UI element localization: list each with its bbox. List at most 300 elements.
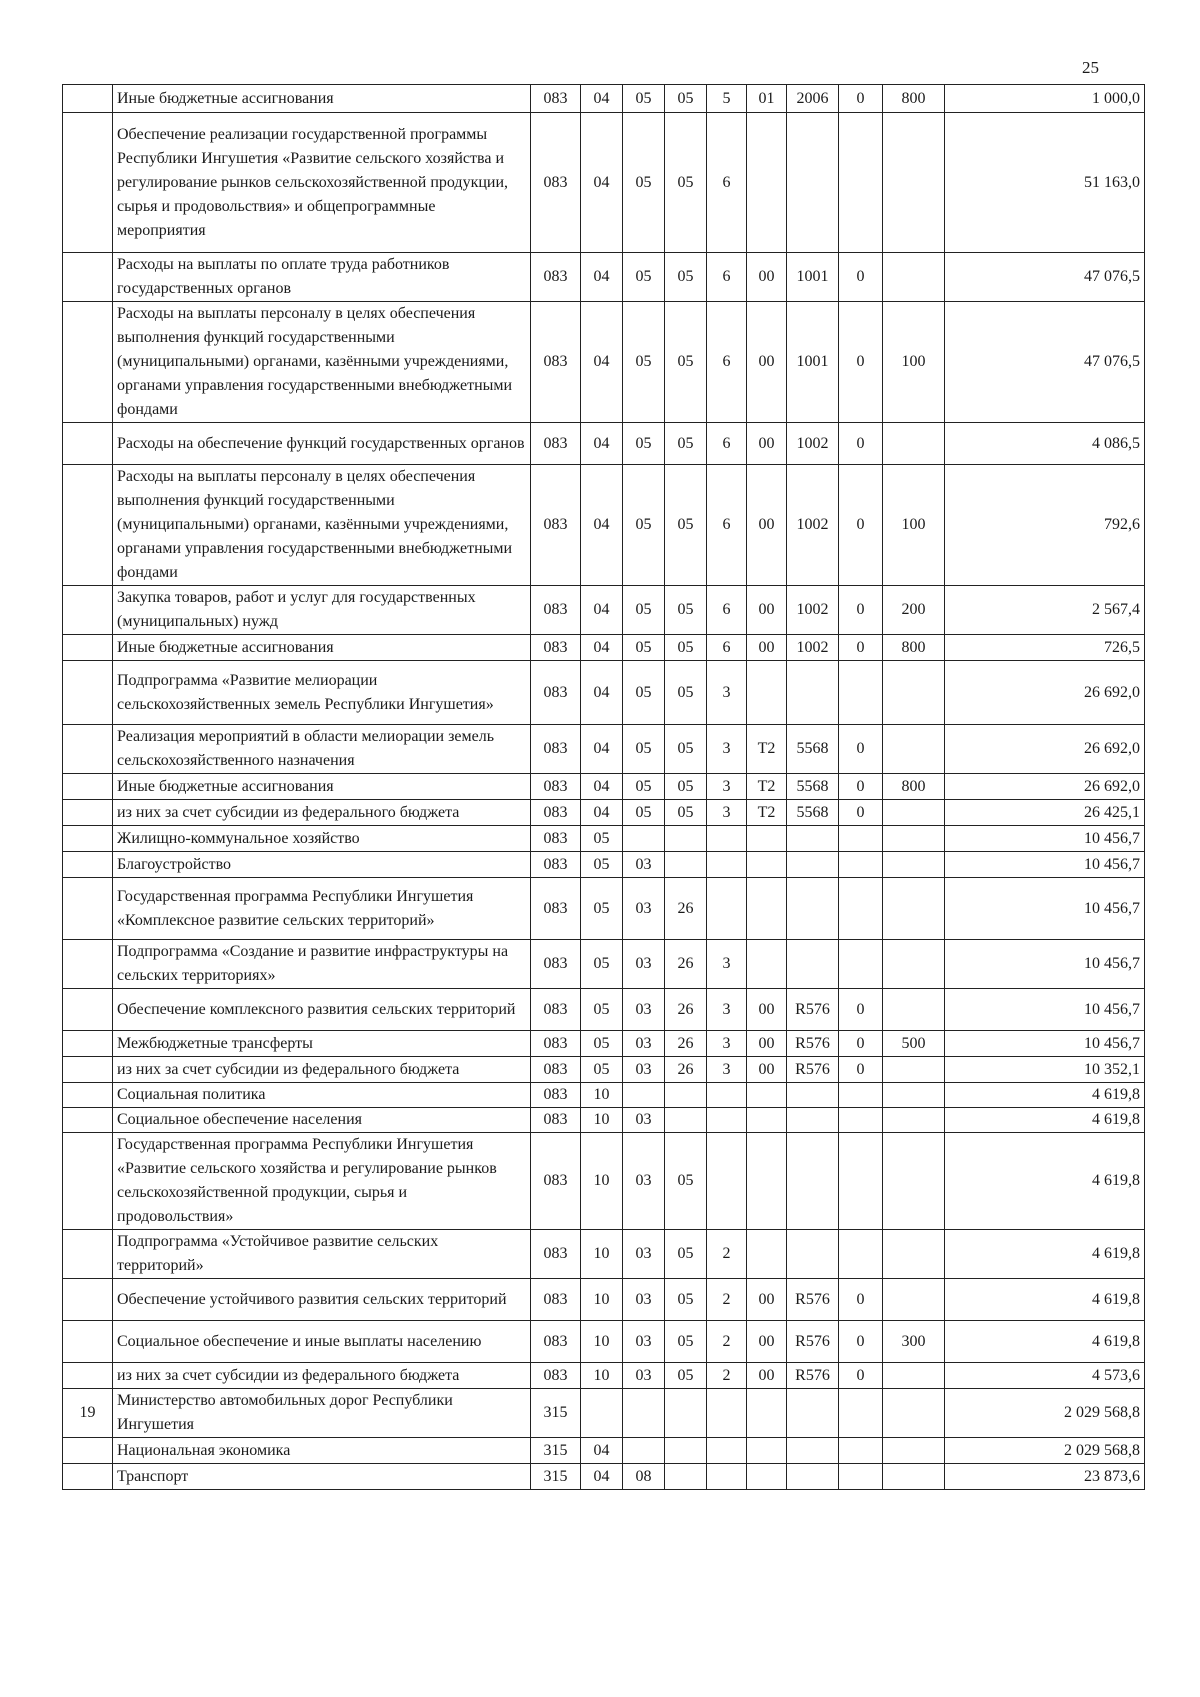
- row-code-c2: 04: [581, 1464, 623, 1490]
- row-code-c5: 3: [707, 800, 747, 826]
- row-code-c7: 5568: [787, 725, 839, 774]
- row-code-c5: 6: [707, 465, 747, 586]
- row-amount: 2 029 568,8: [945, 1438, 1145, 1464]
- row-code-c8: 0: [839, 989, 883, 1031]
- row-code-c3: 05: [623, 661, 665, 725]
- row-code-c4: 05: [665, 1133, 707, 1230]
- row-amount: 4 619,8: [945, 1321, 1145, 1363]
- row-name: из них за счет субсидии из федерального бюджета: [113, 800, 531, 826]
- row-code-c5: 6: [707, 635, 747, 661]
- row-code-c8: 0: [839, 635, 883, 661]
- row-code-c9: [883, 826, 945, 852]
- row-name: Благоустройство: [113, 852, 531, 878]
- row-name: Транспорт: [113, 1464, 531, 1490]
- table-row: [63, 1057, 1145, 1083]
- row-code-c9: 800: [883, 85, 945, 113]
- row-code-c3: 03: [623, 1230, 665, 1279]
- row-name: из них за счет субсидии из федерального бюджета: [113, 1057, 531, 1083]
- table-row: [63, 113, 1145, 253]
- row-code-c7: 1001: [787, 253, 839, 302]
- row-amount: 10 456,7: [945, 852, 1145, 878]
- row-code-c6: 00: [747, 1279, 787, 1321]
- row-code-c1: 083: [531, 826, 581, 852]
- row-code-c8: 0: [839, 1057, 883, 1083]
- row-amount: 10 456,7: [945, 989, 1145, 1031]
- row-code-c7: [787, 661, 839, 725]
- table-row: [63, 635, 1145, 661]
- row-code-c4: [665, 1083, 707, 1108]
- row-code-c5: 2: [707, 1321, 747, 1363]
- row-code-c2: 04: [581, 465, 623, 586]
- row-code-c4: [665, 1389, 707, 1438]
- row-code-c9: [883, 113, 945, 253]
- row-code-c9: [883, 1438, 945, 1464]
- row-code-c3: 05: [623, 800, 665, 826]
- row-code-c1: 083: [531, 1083, 581, 1108]
- row-code-c8: [839, 1133, 883, 1230]
- row-code-c3: 05: [623, 85, 665, 113]
- row-code-c1: 083: [531, 586, 581, 635]
- row-code-c5: 6: [707, 253, 747, 302]
- row-code-c4: 05: [665, 635, 707, 661]
- row-code-c1: 083: [531, 1057, 581, 1083]
- row-code-c2: 10: [581, 1321, 623, 1363]
- table-row: [63, 661, 1145, 725]
- row-code-c1: 083: [531, 878, 581, 940]
- row-code-c6: [747, 1083, 787, 1108]
- table-row: [63, 1133, 1145, 1230]
- table-row: [63, 989, 1145, 1031]
- row-name: Иные бюджетные ассигнования: [113, 774, 531, 800]
- row-amount: 10 456,7: [945, 1031, 1145, 1057]
- row-code-c6: 00: [747, 423, 787, 465]
- row-code-c8: 0: [839, 586, 883, 635]
- row-code-c4: 05: [665, 774, 707, 800]
- row-code-c8: [839, 940, 883, 989]
- row-code-c4: 05: [665, 725, 707, 774]
- row-number: [63, 1230, 113, 1279]
- row-code-c3: 03: [623, 940, 665, 989]
- row-code-c6: Т2: [747, 800, 787, 826]
- row-code-c9: [883, 1133, 945, 1230]
- table-row: [63, 1389, 1145, 1438]
- row-code-c2: 05: [581, 878, 623, 940]
- table-body: [63, 85, 1145, 1490]
- row-code-c5: 6: [707, 302, 747, 423]
- row-number: [63, 800, 113, 826]
- row-code-c2: 10: [581, 1230, 623, 1279]
- row-number: [63, 1133, 113, 1230]
- table-row: [63, 1108, 1145, 1133]
- row-amount: 4 619,8: [945, 1083, 1145, 1108]
- row-name: Социальная политика: [113, 1083, 531, 1108]
- row-number: [63, 1031, 113, 1057]
- row-code-c7: [787, 1230, 839, 1279]
- row-amount: 4 619,8: [945, 1279, 1145, 1321]
- row-code-c3: 03: [623, 1108, 665, 1133]
- row-code-c7: [787, 852, 839, 878]
- row-code-c4: 05: [665, 113, 707, 253]
- row-code-c4: 05: [665, 85, 707, 113]
- row-code-c2: 04: [581, 302, 623, 423]
- row-number: [63, 1464, 113, 1490]
- table-row: [63, 800, 1145, 826]
- row-code-c6: [747, 852, 787, 878]
- row-code-c1: 083: [531, 852, 581, 878]
- budget-table: [62, 84, 1145, 1490]
- row-amount: 10 352,1: [945, 1057, 1145, 1083]
- row-code-c8: [839, 826, 883, 852]
- row-code-c2: 10: [581, 1133, 623, 1230]
- row-amount: 26 692,0: [945, 725, 1145, 774]
- row-code-c3: 05: [623, 725, 665, 774]
- row-code-c1: 083: [531, 1133, 581, 1230]
- row-code-c5: 3: [707, 774, 747, 800]
- row-name: Государственная программа Республики Ингушетия «Комплексное развитие сельских территорий»: [113, 878, 531, 940]
- row-number: [63, 302, 113, 423]
- row-code-c5: 5: [707, 85, 747, 113]
- row-number: [63, 1438, 113, 1464]
- row-code-c7: 2006: [787, 85, 839, 113]
- row-code-c8: [839, 1108, 883, 1133]
- row-code-c6: 01: [747, 85, 787, 113]
- row-code-c4: 05: [665, 1279, 707, 1321]
- row-amount: 26 692,0: [945, 661, 1145, 725]
- row-code-c3: 03: [623, 1133, 665, 1230]
- row-number: [63, 725, 113, 774]
- table-row: [63, 774, 1145, 800]
- row-name: Иные бюджетные ассигнования: [113, 85, 531, 113]
- row-code-c9: [883, 423, 945, 465]
- row-code-c5: [707, 826, 747, 852]
- row-code-c6: [747, 1230, 787, 1279]
- row-code-c9: [883, 1389, 945, 1438]
- row-amount: 10 456,7: [945, 826, 1145, 852]
- row-code-c8: 0: [839, 1279, 883, 1321]
- row-code-c4: 05: [665, 661, 707, 725]
- row-code-c2: 05: [581, 940, 623, 989]
- row-code-c5: [707, 852, 747, 878]
- row-amount: 1 000,0: [945, 85, 1145, 113]
- row-code-c6: 00: [747, 1363, 787, 1389]
- row-code-c9: 100: [883, 302, 945, 423]
- row-code-c1: 083: [531, 1108, 581, 1133]
- row-amount: 4 086,5: [945, 423, 1145, 465]
- table-row: [63, 940, 1145, 989]
- row-amount: 4 619,8: [945, 1230, 1145, 1279]
- row-code-c9: 200: [883, 586, 945, 635]
- row-code-c1: 083: [531, 725, 581, 774]
- row-code-c6: 00: [747, 1321, 787, 1363]
- row-code-c5: [707, 1389, 747, 1438]
- row-number: [63, 661, 113, 725]
- table-row: [63, 1083, 1145, 1108]
- row-number: [63, 1083, 113, 1108]
- row-code-c6: [747, 1464, 787, 1490]
- row-name: Министерство автомобильных дорог Республики Ингушетия: [113, 1389, 531, 1438]
- table-row: [63, 1230, 1145, 1279]
- table-row: [63, 1438, 1145, 1464]
- row-code-c4: [665, 1464, 707, 1490]
- row-code-c3: 03: [623, 1363, 665, 1389]
- row-code-c3: 08: [623, 1464, 665, 1490]
- row-code-c7: [787, 1464, 839, 1490]
- row-code-c8: 0: [839, 1031, 883, 1057]
- row-code-c9: [883, 878, 945, 940]
- table-row: [63, 1464, 1145, 1490]
- row-amount: 10 456,7: [945, 940, 1145, 989]
- row-code-c5: [707, 1438, 747, 1464]
- row-code-c9: 100: [883, 465, 945, 586]
- row-amount: 792,6: [945, 465, 1145, 586]
- row-number: [63, 85, 113, 113]
- row-code-c2: 10: [581, 1108, 623, 1133]
- table-row: [63, 826, 1145, 852]
- row-code-c2: [581, 1389, 623, 1438]
- row-code-c5: 2: [707, 1279, 747, 1321]
- row-code-c4: [665, 826, 707, 852]
- row-code-c2: 10: [581, 1083, 623, 1108]
- row-code-c3: 03: [623, 1057, 665, 1083]
- row-code-c5: 2: [707, 1230, 747, 1279]
- row-code-c3: 03: [623, 989, 665, 1031]
- row-code-c5: 3: [707, 940, 747, 989]
- row-code-c4: 05: [665, 800, 707, 826]
- row-code-c8: 0: [839, 253, 883, 302]
- row-code-c6: Т2: [747, 774, 787, 800]
- row-code-c3: 05: [623, 586, 665, 635]
- row-code-c4: [665, 1108, 707, 1133]
- row-number: [63, 989, 113, 1031]
- row-code-c6: [747, 1133, 787, 1230]
- row-number: [63, 635, 113, 661]
- row-code-c7: [787, 1133, 839, 1230]
- row-code-c3: 05: [623, 253, 665, 302]
- row-number: 19: [63, 1389, 113, 1438]
- row-code-c3: 05: [623, 774, 665, 800]
- row-code-c8: [839, 1438, 883, 1464]
- row-code-c2: 10: [581, 1279, 623, 1321]
- row-code-c5: 3: [707, 661, 747, 725]
- row-code-c5: 6: [707, 423, 747, 465]
- row-code-c2: 04: [581, 1438, 623, 1464]
- row-code-c7: R576: [787, 1279, 839, 1321]
- row-code-c2: 05: [581, 989, 623, 1031]
- row-code-c9: [883, 1083, 945, 1108]
- row-amount: 47 076,5: [945, 253, 1145, 302]
- row-code-c5: [707, 1133, 747, 1230]
- row-code-c1: 083: [531, 635, 581, 661]
- row-name: Государственная программа Республики Ингушетия «Развитие сельского хозяйства и регулирование рынков сельскохозяйственной продукции, сырья и продовольствия»: [113, 1133, 531, 1230]
- row-code-c1: 083: [531, 940, 581, 989]
- row-name: Реализация мероприятий в области мелиорации земель сельскохозяйственного назначения: [113, 725, 531, 774]
- row-name: Подпрограмма «Развитие мелиорации сельскохозяйственных земель Республики Ингушетия»: [113, 661, 531, 725]
- row-code-c9: [883, 253, 945, 302]
- row-amount: 10 456,7: [945, 878, 1145, 940]
- row-code-c7: [787, 1108, 839, 1133]
- row-number: [63, 774, 113, 800]
- table-row: [63, 1321, 1145, 1363]
- row-code-c8: 0: [839, 1363, 883, 1389]
- row-code-c2: 05: [581, 826, 623, 852]
- row-amount: 51 163,0: [945, 113, 1145, 253]
- row-code-c5: 6: [707, 113, 747, 253]
- row-code-c7: R576: [787, 1321, 839, 1363]
- row-code-c7: 5568: [787, 774, 839, 800]
- row-code-c9: [883, 852, 945, 878]
- row-code-c9: 300: [883, 1321, 945, 1363]
- row-code-c7: 1002: [787, 423, 839, 465]
- row-code-c9: 500: [883, 1031, 945, 1057]
- row-code-c1: 083: [531, 423, 581, 465]
- row-code-c5: 3: [707, 1057, 747, 1083]
- table-row: [63, 302, 1145, 423]
- row-code-c8: [839, 1389, 883, 1438]
- row-name: Обеспечение реализации государственной программы Республики Ингушетия «Развитие сельского хозяйства и регулирование рынков сельскохозяйственной продукции, сырья и продовольствия» и общепрограммные мероприятия: [113, 113, 531, 253]
- row-number: [63, 1108, 113, 1133]
- row-code-c5: [707, 1464, 747, 1490]
- row-code-c4: 05: [665, 465, 707, 586]
- row-code-c7: [787, 878, 839, 940]
- row-code-c7: [787, 940, 839, 989]
- row-code-c1: 083: [531, 1230, 581, 1279]
- page-number: 25: [1082, 58, 1099, 77]
- row-code-c2: 05: [581, 1031, 623, 1057]
- row-name: Межбюджетные трансферты: [113, 1031, 531, 1057]
- row-code-c4: [665, 852, 707, 878]
- table-row: [63, 423, 1145, 465]
- row-code-c4: 26: [665, 878, 707, 940]
- row-code-c1: 083: [531, 253, 581, 302]
- table-row: [63, 725, 1145, 774]
- row-name: Социальное обеспечение и иные выплаты населению: [113, 1321, 531, 1363]
- row-number: [63, 465, 113, 586]
- row-code-c6: 00: [747, 1031, 787, 1057]
- row-code-c9: [883, 940, 945, 989]
- row-code-c2: 04: [581, 725, 623, 774]
- row-code-c6: [747, 1438, 787, 1464]
- row-code-c2: 04: [581, 253, 623, 302]
- row-code-c8: [839, 1230, 883, 1279]
- row-amount: 4 619,8: [945, 1133, 1145, 1230]
- row-code-c3: 05: [623, 423, 665, 465]
- row-code-c9: [883, 661, 945, 725]
- row-number: [63, 1057, 113, 1083]
- row-code-c4: 05: [665, 586, 707, 635]
- row-code-c5: 6: [707, 586, 747, 635]
- row-code-c6: [747, 113, 787, 253]
- row-code-c4: 26: [665, 940, 707, 989]
- table-row: [63, 586, 1145, 635]
- row-amount: 2 567,4: [945, 586, 1145, 635]
- row-amount: 2 029 568,8: [945, 1389, 1145, 1438]
- row-number: [63, 253, 113, 302]
- row-code-c8: [839, 1464, 883, 1490]
- row-name: Расходы на выплаты персоналу в целях обеспечения выполнения функций государственными (муниципальными) органами, казёнными учреждениями, органами управления государственными внебюджетными фондами: [113, 302, 531, 423]
- row-code-c4: 26: [665, 1057, 707, 1083]
- row-code-c2: 04: [581, 635, 623, 661]
- row-code-c5: 2: [707, 1363, 747, 1389]
- row-code-c1: 083: [531, 989, 581, 1031]
- row-code-c9: [883, 800, 945, 826]
- row-code-c3: 03: [623, 878, 665, 940]
- row-code-c2: 04: [581, 113, 623, 253]
- row-code-c2: 04: [581, 85, 623, 113]
- row-code-c3: 05: [623, 635, 665, 661]
- row-code-c9: [883, 1108, 945, 1133]
- table-row: [63, 1279, 1145, 1321]
- row-code-c5: 3: [707, 1031, 747, 1057]
- row-code-c7: 1002: [787, 635, 839, 661]
- row-code-c9: [883, 1230, 945, 1279]
- row-code-c1: 083: [531, 302, 581, 423]
- row-code-c9: 800: [883, 635, 945, 661]
- row-code-c9: [883, 1279, 945, 1321]
- row-name: Обеспечение комплексного развития сельских территорий: [113, 989, 531, 1031]
- row-code-c5: [707, 1083, 747, 1108]
- row-name: Подпрограмма «Создание и развитие инфраструктуры на сельских территориях»: [113, 940, 531, 989]
- row-code-c6: 00: [747, 635, 787, 661]
- row-number: [63, 826, 113, 852]
- row-code-c3: [623, 826, 665, 852]
- row-code-c8: [839, 113, 883, 253]
- row-code-c3: 05: [623, 302, 665, 423]
- table-row: [63, 253, 1145, 302]
- row-code-c5: 3: [707, 989, 747, 1031]
- row-code-c9: [883, 725, 945, 774]
- table-row: [63, 878, 1145, 940]
- table-row: [63, 465, 1145, 586]
- table-row: [63, 1363, 1145, 1389]
- row-name: Расходы на выплаты персоналу в целях обеспечения выполнения функций государственными (муниципальными) органами, казёнными учреждениями, органами управления государственными внебюджетными фондами: [113, 465, 531, 586]
- table-row: [63, 85, 1145, 113]
- row-number: [63, 1321, 113, 1363]
- row-code-c4: [665, 1438, 707, 1464]
- row-code-c2: 04: [581, 423, 623, 465]
- row-amount: 26 692,0: [945, 774, 1145, 800]
- row-code-c4: 26: [665, 1031, 707, 1057]
- row-code-c8: 0: [839, 1321, 883, 1363]
- row-code-c7: [787, 1389, 839, 1438]
- row-number: [63, 586, 113, 635]
- row-code-c8: 0: [839, 725, 883, 774]
- row-code-c4: 05: [665, 302, 707, 423]
- row-code-c6: 00: [747, 302, 787, 423]
- row-code-c7: R576: [787, 1363, 839, 1389]
- row-code-c2: 05: [581, 852, 623, 878]
- row-code-c1: 083: [531, 1363, 581, 1389]
- row-amount: 47 076,5: [945, 302, 1145, 423]
- row-code-c6: [747, 1108, 787, 1133]
- row-code-c4: 05: [665, 1363, 707, 1389]
- row-name: Закупка товаров, работ и услуг для государственных (муниципальных) нужд: [113, 586, 531, 635]
- row-code-c7: 1002: [787, 465, 839, 586]
- row-code-c8: 0: [839, 774, 883, 800]
- row-code-c3: 05: [623, 465, 665, 586]
- row-name: Расходы на выплаты по оплате труда работников государственных органов: [113, 253, 531, 302]
- row-code-c8: 0: [839, 85, 883, 113]
- row-code-c6: 00: [747, 1057, 787, 1083]
- row-code-c2: 04: [581, 661, 623, 725]
- row-code-c5: 3: [707, 725, 747, 774]
- row-number: [63, 1363, 113, 1389]
- row-code-c1: 083: [531, 661, 581, 725]
- row-number: [63, 1279, 113, 1321]
- row-code-c9: [883, 1057, 945, 1083]
- row-code-c3: [623, 1083, 665, 1108]
- row-code-c3: [623, 1438, 665, 1464]
- row-code-c6: 00: [747, 253, 787, 302]
